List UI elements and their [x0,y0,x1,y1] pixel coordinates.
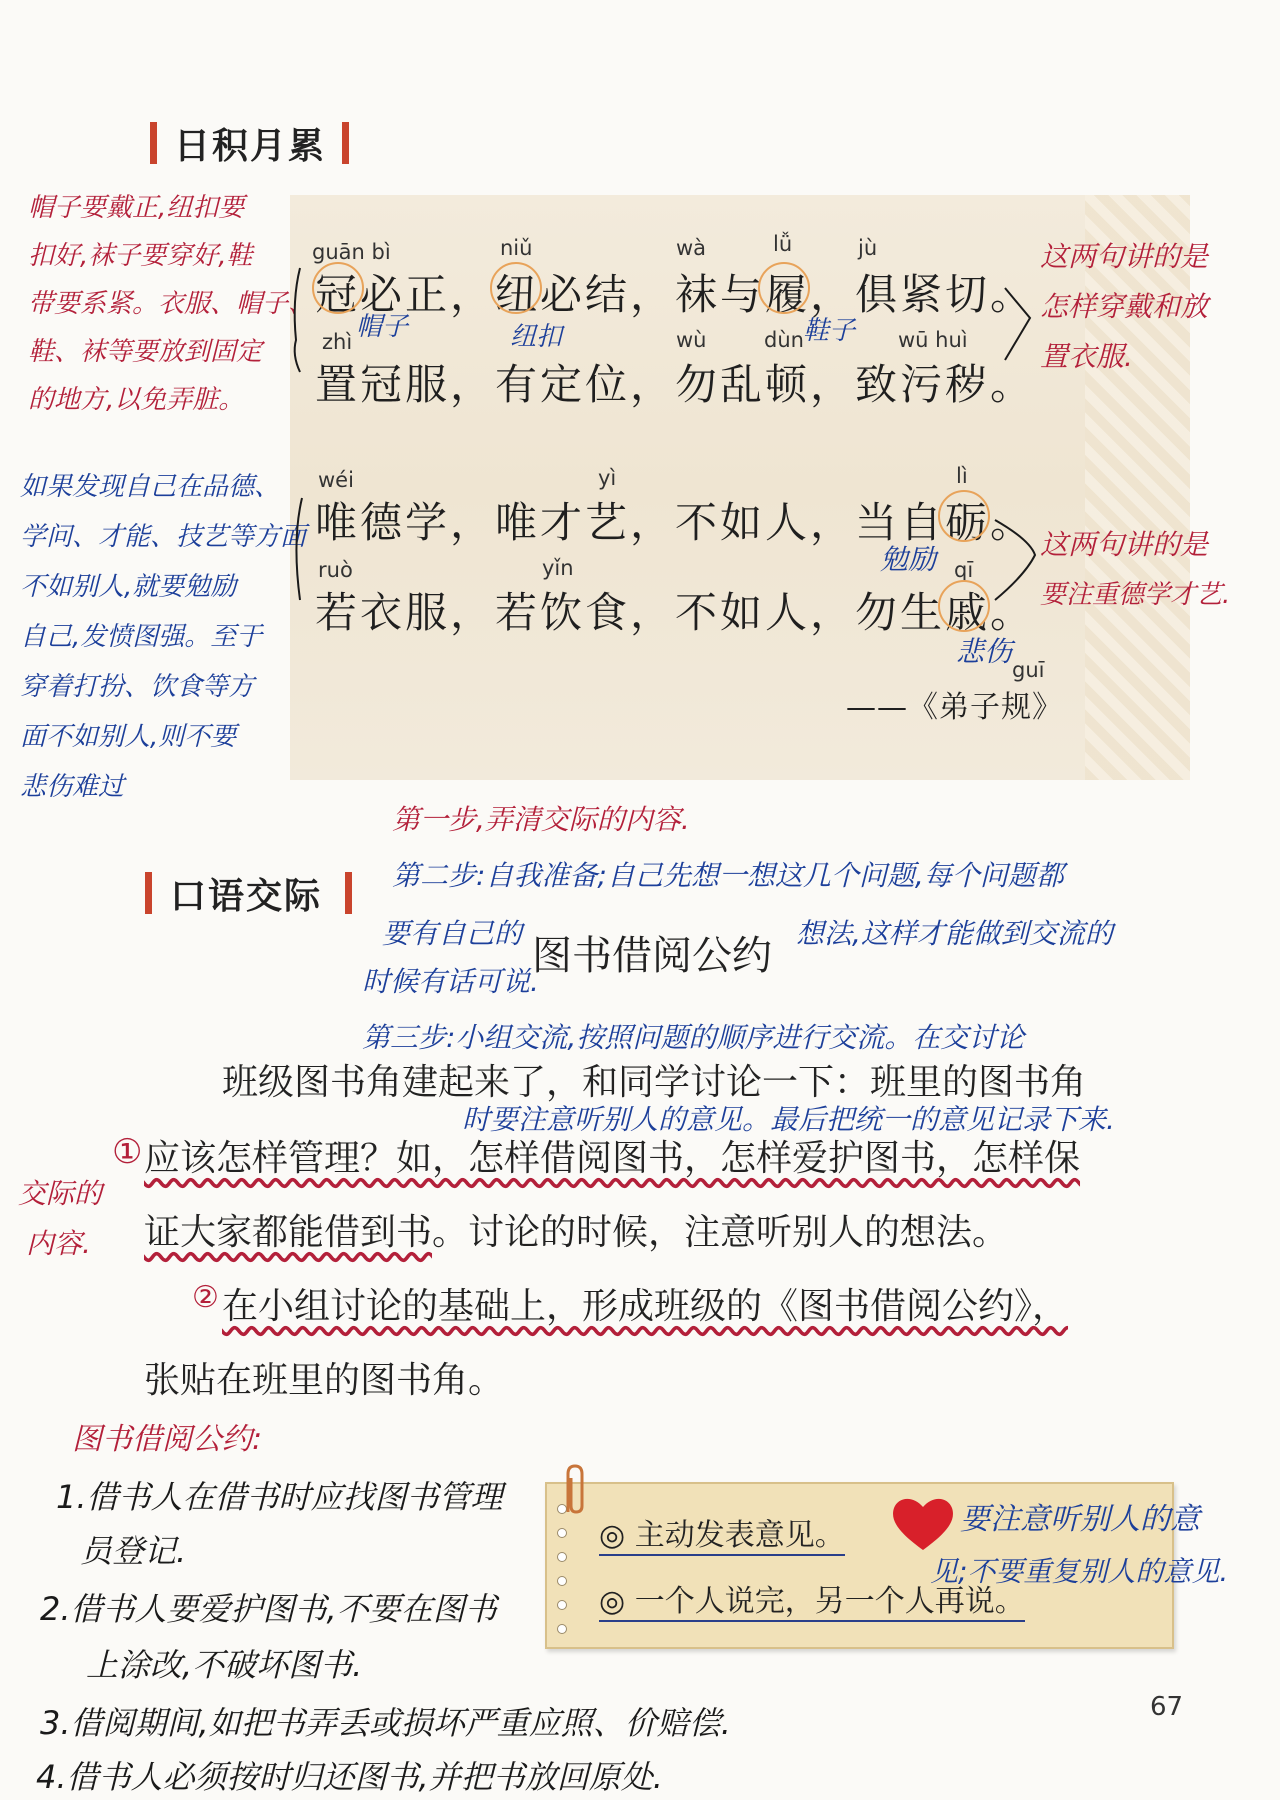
pinyin-dun: dùn [764,328,804,352]
note-line: 带要系紧。衣服、帽子、 [28,289,315,319]
bracket-left-2 [296,498,302,600]
step-3-cont: 时要注意听别人的意见。最后把统一的意见记录下来. [462,1103,1115,1136]
note-line: 置衣服. [1040,340,1133,373]
pinyin-yin: yǐn [542,556,574,580]
section-title-rijiyuelei: 日积月累 [174,126,327,167]
convention-item-2b: 上涂改,不破坏图书. [86,1646,363,1684]
card-hole [557,1528,567,1538]
paragraph-1: 班级图书角建起来了，和同学讨论一下：班里的图书角 [222,1062,1087,1103]
bracket-left-1 [295,268,300,372]
heart-icon [888,1492,958,1554]
pinyin-lv: lǚ [773,232,793,256]
note-line: 这两句讲的是 [1040,528,1209,561]
gloss-maozi: 帽子 [356,312,409,342]
topic-title: 图书借阅公约 [532,933,772,979]
convention-item-3: 3.借阅期间,如把书弄丢或损坏严重应照、价赔偿. [40,1704,731,1742]
note-line: 自己,发愤图强。至于 [20,622,263,652]
side-note-2: 内容. [26,1227,91,1260]
pinyin-wu: wù [676,328,707,352]
paragraph-2: 应该怎样管理？如，怎样借阅图书，怎样爱护图书，怎样保 [144,1138,1081,1179]
convention-item-4: 4.借书人必须按时归还图书,并把书放回原处. [36,1758,663,1796]
paragraph-4: 在小组讨论的基础上，形成班级的《图书借阅公约》， [222,1286,1069,1327]
pinyin-ju: jù [858,236,878,260]
convention-title: 图书借阅公约: [72,1422,263,1457]
num-2: ② [192,1280,219,1315]
section-bar-right [345,872,352,914]
step-1: 第一步,弄清交际的内容. [392,803,690,836]
note-line: 不如别人,就要勉励 [20,572,237,602]
paragraph-3 [144,1204,1008,1255]
tip-2: ◎ 一个人说完，另一个人再说。 [599,1576,1025,1622]
note-line: 如果发现自己在品德、 [20,472,281,502]
poem-line-2: 置冠服，有定位，勿乱顿，致污秽。 [315,360,1036,409]
pinyin-zhi: zhì [322,330,353,354]
pinyin-yi: yì [598,466,617,490]
poem-line-4: 若衣服，若饮食，不如人，勿生戚。 [315,588,1036,637]
note-line: 这两句讲的是 [1040,240,1209,273]
pinyin-li: lì [956,464,968,488]
note-line: 扣好,袜子要穿好,鞋 [28,241,253,271]
side-note-1: 交际的 [18,1177,103,1210]
pinyin-wei: wéi [318,468,354,492]
card-hole [557,1576,567,1586]
note-line: 鞋、袜等要放到固定 [28,337,263,367]
section-bar-left [145,872,152,914]
gloss-mianli: 勉励 [880,543,937,576]
paperclip-icon [560,1462,590,1522]
note-line: 面不如别人,则不要 [20,722,237,752]
card-hole [557,1624,567,1634]
step-2-label: 第二步:自我准备;自己先想一想这几个问题,每个问题都 [392,859,1064,892]
step-2-cont-left-2: 时候有话可说. [362,965,539,998]
tip-1: ◎ 主动发表意见。 [599,1510,845,1556]
poem-source: ——《弟子规》 [846,690,1063,725]
gloss-xiezi: 鞋子 [803,316,856,346]
note-line: 要注重德学才艺. [1040,580,1231,610]
card-note-1: 要注意听别人的意 [960,1502,1200,1537]
pinyin-qi: qī [954,558,974,582]
poem-line-3: 唯德学，唯才艺，不如人，当自砺。 [315,498,1036,547]
pinyin-wuhui: wū huì [898,328,968,352]
convention-item-1b: 员登记. [80,1532,187,1570]
note-line: 帽子要戴正,纽扣要 [28,193,245,223]
convention-item-2a: 2.借书人要爱护图书,不要在图书 [40,1590,497,1628]
note-line: 的地方,以免弄脏。 [28,385,245,415]
paragraph-3-rest: 。讨论的时候，注意听别人的想法。 [432,1212,1009,1253]
card-note-2: 见;不要重复别人的意见. [930,1555,1229,1588]
pinyin-wa: wà [676,236,707,260]
note-line: 悲伤难过 [20,772,125,802]
pinyin-niu: niǔ [500,236,533,260]
bracket-right-2 [995,520,1035,600]
pinyin-gui: guī [1012,658,1045,682]
gloss-beishang: 悲伤 [956,635,1013,668]
paragraph-5: 张贴在班里的图书角。 [144,1360,505,1401]
step-3: 第三步:小组交流,按照问题的顺序进行交流。在交讨论 [362,1021,1025,1054]
card-hole [557,1600,567,1610]
step-2-cont-right: 想法,这样才能做到交流的 [796,917,1113,950]
note-line: 怎样穿戴和放 [1040,290,1209,323]
num-1: ① [112,1132,143,1172]
page-number: 67 [1150,1692,1184,1722]
poem-line-1: 冠必正，纽必结，袜与履，俱紧切。 [315,270,1036,319]
section-title-kouyujiaoji: 口语交际 [170,876,323,917]
pinyin-ruo: ruò [318,558,353,582]
bracket-right-1 [1005,288,1030,360]
card-hole [557,1552,567,1562]
note-line: 穿着打扮、饮食等方 [20,672,255,702]
bracket-lines [0,0,1280,800]
gloss-niukou: 纽扣 [510,322,563,352]
convention-item-1a: 1.借书人在借书时应找图书管理 [56,1478,503,1516]
step-2-cont-left-1: 要有自己的 [382,917,523,950]
note-line: 学问、才能、技艺等方面 [20,522,307,552]
paragraph-3-underlined: 证大家都能借到书 [144,1212,433,1253]
pinyin-guanbi: guān bì [312,240,391,264]
